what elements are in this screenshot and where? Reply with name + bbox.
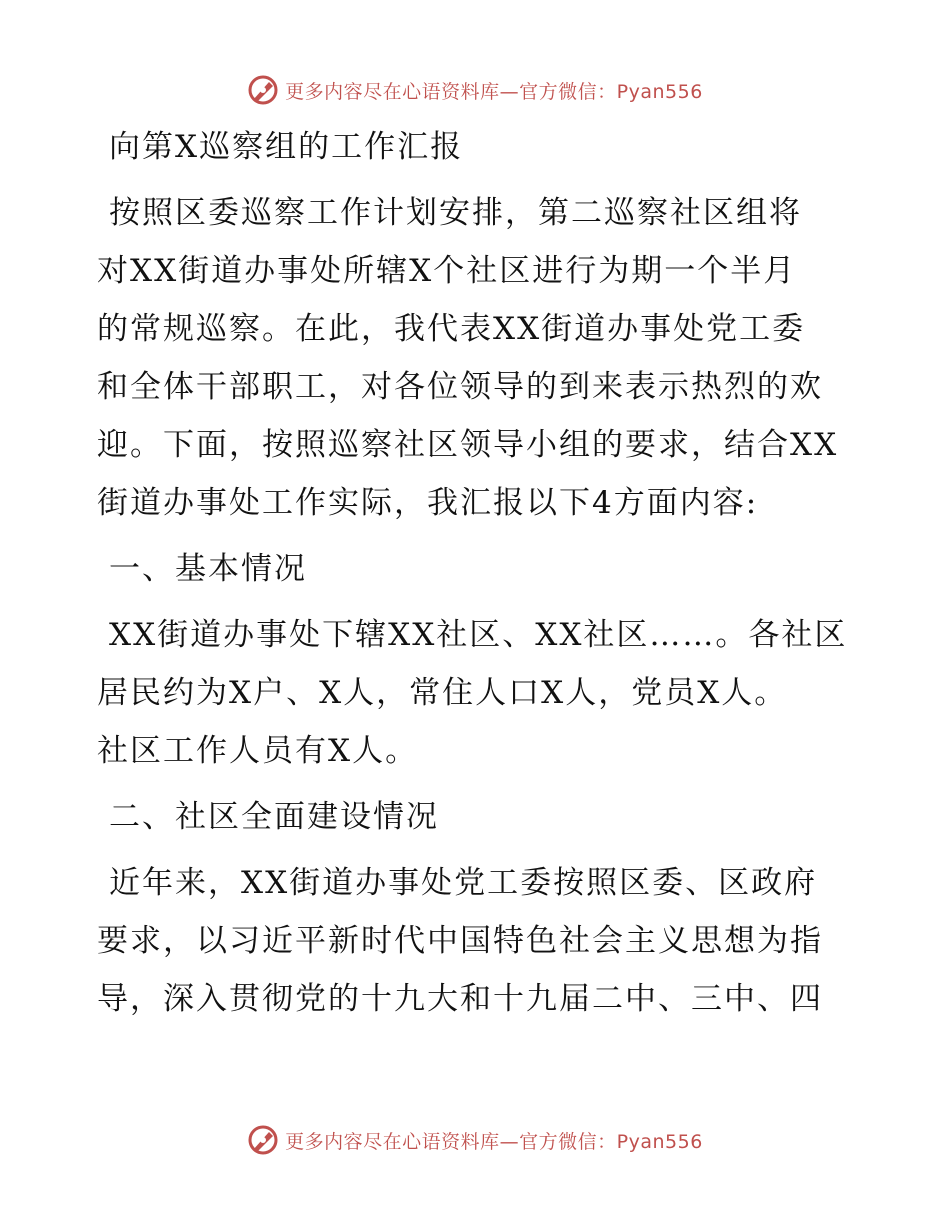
document-title: 向第X巡察组的工作汇报 [109, 129, 464, 165]
paragraph-line: 近年来，XX街道办事处党工委按照区委、区政府 [109, 865, 818, 901]
watermark-text: 更多内容尽在心语资料库—官方微信：Pyan556 [285, 1130, 703, 1153]
paragraph-intro [97, 184, 867, 532]
paragraph-line: 和全体干部职工，对各位领导的到来表示热烈的欢 [97, 369, 823, 405]
paragraph-line: 的常规巡察。在此，我代表XX街道办事处党工委 [97, 311, 806, 347]
paragraph-line: 导，深入贯彻党的十九大和十九届二中、三中、四 [97, 981, 823, 1017]
watermark-text: 更多内容尽在心语资料库—官方微信：Pyan556 [285, 80, 703, 103]
paragraph-construction [97, 854, 867, 1028]
pen-logo-icon [247, 74, 279, 106]
paragraph-line: 对XX街道办事处所辖X个社区进行为期一个半月 [97, 253, 797, 289]
paragraph-line: 居民约为X户、X人，常住人口X人，党员X人。 [97, 675, 788, 711]
paragraph-line: 按照区委巡察工作计划安排，第二巡察社区组将 [109, 195, 802, 231]
paragraph-line: 要求，以习近平新时代中国特色社会主义思想为指 [97, 923, 823, 959]
section-heading-basic: 一、基本情况 [109, 551, 307, 587]
paragraph-basic [97, 606, 867, 780]
paragraph-line: 社区工作人员有X人。 [97, 733, 419, 769]
paragraph-line: 街道办事处工作实际，我汇报以下4方面内容: [97, 485, 759, 521]
paragraph-line: 迎。下面，按照巡察社区领导小组的要求，结合XX [97, 427, 839, 463]
section-heading-construction: 二、社区全面建设情况 [109, 799, 439, 835]
watermark-bottom [0, 1120, 950, 1160]
pen-logo-icon [247, 1124, 279, 1156]
document-body [97, 118, 867, 1028]
watermark-top [0, 70, 950, 110]
paragraph-line: XX街道办事处下辖XX社区、XX社区……。各社区 [109, 617, 848, 653]
